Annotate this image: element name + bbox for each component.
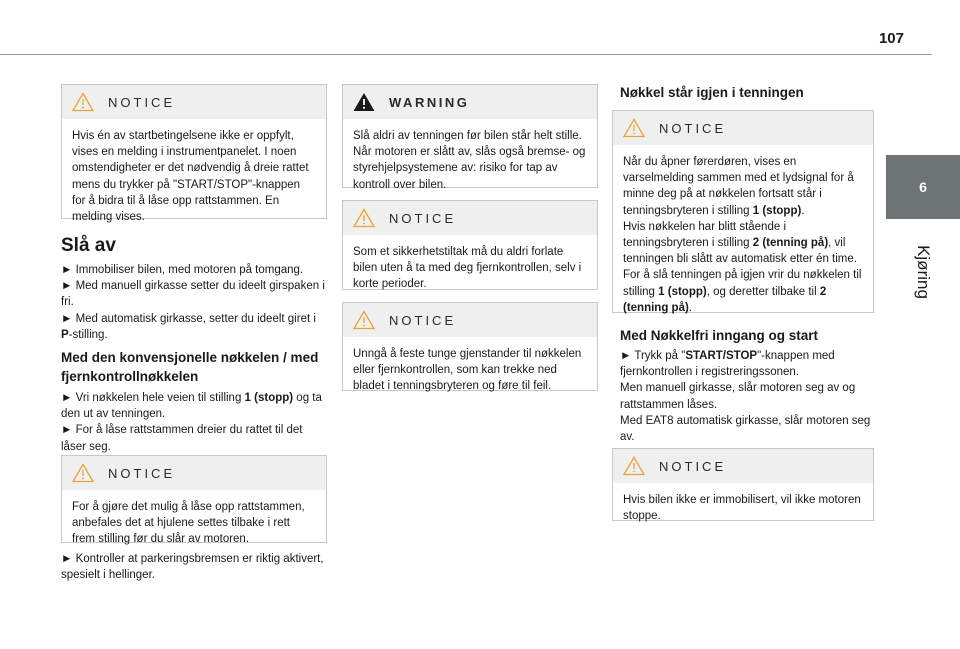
notice-text: For å gjøre det mulig å låse opp rattstammen, anbefales det at hjulene settes tilbake i rett frem stilling før du slår av motoren. [72,501,305,546]
notice-text [613,145,873,316]
section-heading: Slå av [61,235,116,256]
notice-box [612,110,874,313]
notice-text: Som et sikkerhetstiltak må du aldri forlate bilen uten å ta med deg fjernkontrollen, selv i korte perioder. [353,246,582,291]
paragraph [620,348,874,445]
paragraph [61,262,327,343]
chapter-title [886,227,960,317]
notice-header [62,85,326,119]
paragraph-line: ► Trykk på "START/STOP"-knappen med fjernkontrollen i registreringssonen. [620,350,835,379]
notice-label: NOTICE [108,465,176,481]
paragraph [61,390,327,455]
paragraph-line: ► Vri nøkkelen hele veien til stilling 1 (stopp) og ta den ut av tenningen. [61,392,322,421]
notice-label: NOTICE [389,210,457,226]
caution-triangle-outline-icon [623,456,645,476]
notice-box [342,302,598,391]
caution-triangle-outline-icon [72,463,94,483]
chapter-tab [886,155,960,219]
notice-paragraph: For å slå tenningen på igjen vrir du nøkkelen til stilling 1 (stopp), og deretter tilbake til 2 (tenning på). [623,269,862,314]
notice-header [613,111,873,145]
notice-header [343,303,597,337]
notice-text: Hvis bilen ikke er immobilisert, vil ikke motoren stoppe. [623,494,861,523]
warning-label: WARNING [389,94,470,110]
notice-box [342,200,598,290]
notice-header [613,449,873,483]
notice-text: Unngå å feste tunge gjenstander til nøkkelen eller fjernkontrollen, som kan trekke ned bladet i tenningsbryteren og føre til feil. [353,348,582,393]
notice-header [343,201,597,235]
warning-text: Slå aldri av tenningen før bilen står helt stille. Når motoren er slått av, slås også bremse- og styrehjelpsystemene av: risiko for tap av kontroll over bilen. [353,130,586,191]
section-heading: Nøkkel står igjen i tenningen [620,85,804,100]
notice-paragraph: Når du åpner førerdøren, vises en varselmelding sammen med et lydsignal for å minne deg på at nøkkelen fortsatt står i tenningsbryteren i stilling 1 (stopp). [623,156,854,217]
caution-triangle-outline-icon [353,208,375,228]
paragraph-line: ► Med automatisk girkasse, setter du ideelt giret i P-stilling. [61,312,316,341]
paragraph-line: ► For å låse rattstammen dreier du rattet til det låser seg. [61,424,303,453]
warning-header [343,85,597,119]
notice-text: Hvis én av startbetingelsene ikke er oppfylt, vises en melding i instrumentpanelet. I noen omstendigheter er det nødvendig å dreie rattet mens du trykker på "START/STOP"-knappen for å bidra til å låse opp rattstammen. En melding vises. [72,130,309,224]
chapter-number: 6 [919,179,927,195]
notice-label: NOTICE [108,94,176,110]
notice-label: NOTICE [659,120,727,136]
paragraph-line: Med EAT8 automatisk girkasse, slår motoren seg av. [620,414,871,444]
chapter-title-text: Kjøring [913,245,933,299]
paragraph-line: ► Immobiliser bilen, med motoren på tomgang. [61,264,304,276]
top-rule [0,54,932,55]
notice-label: NOTICE [659,458,727,474]
notice-box [612,448,874,521]
notice-label: NOTICE [389,312,457,328]
paragraph-line: Men manuell girkasse, slår motoren seg av og rattstammen låses. [620,382,856,411]
paragraph: ► Kontroller at parkeringsbremsen er riktig aktivert, spesielt i hellinger. [61,553,324,582]
warning-triangle-filled-icon [353,92,375,112]
warning-box [342,84,598,191]
subsection-heading: Med den konvensjonelle nøkkelen / med fjernkontrollnøkkelen [61,350,319,384]
caution-triangle-outline-icon [353,310,375,330]
caution-triangle-outline-icon [623,118,645,138]
section-heading: Med Nøkkelfri inngang og start [620,328,819,343]
paragraph-line: ► Med manuell girkasse setter du ideelt girspaken i fri. [61,280,325,309]
notice-header [62,456,326,490]
caution-triangle-outline-icon [72,92,94,112]
notice-box [61,455,327,546]
notice-paragraph: Hvis nøkkelen har blitt stående i tenningsbryteren i stilling 2 (tenning på), vil tenningen bli slått av automatisk etter én time. [623,220,857,266]
notice-box [61,84,327,224]
page-number: 107 [878,30,904,47]
